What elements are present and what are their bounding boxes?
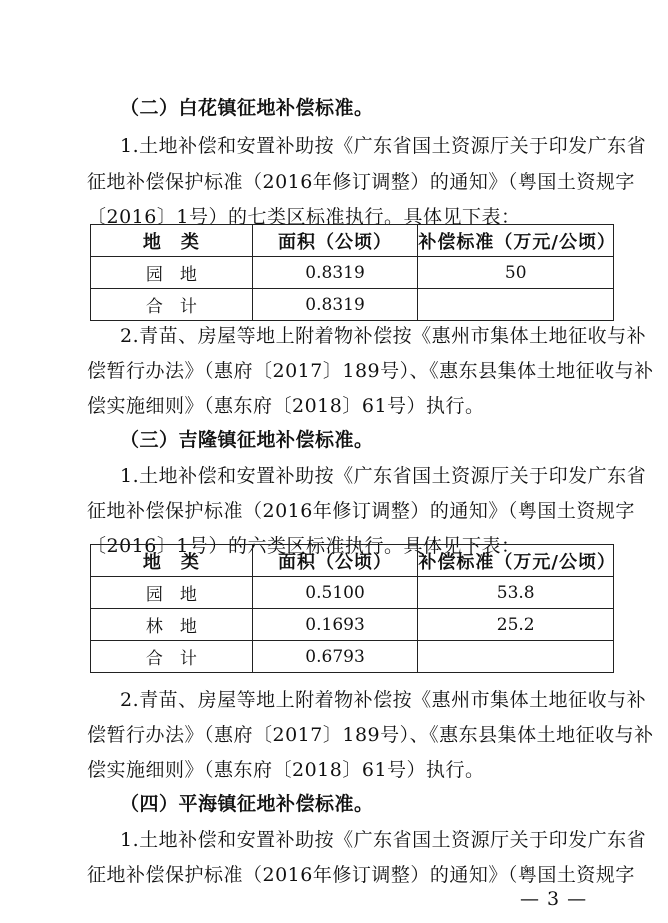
table-header-row: [91, 225, 614, 257]
cell-land-type: 园 地: [91, 257, 253, 289]
section-heading-baihua: （二）白花镇征地补偿标准。: [120, 97, 374, 119]
cell-land-type: 合 计: [91, 641, 253, 673]
cell-area: 0.1693: [252, 609, 418, 641]
table-row-total: [91, 641, 614, 673]
table-header-row: [91, 545, 614, 577]
compensation-table-jilong: [90, 544, 614, 673]
paragraph-line: 偿实施细则》（惠东府〔2018〕61号）执行。: [87, 759, 485, 781]
cell-standard: [418, 641, 614, 673]
table-row: [91, 257, 614, 289]
paragraph-line: 2.青苗、房屋等地上附着物补偿按《惠州市集体土地征收与补: [120, 325, 647, 347]
paragraph-line: 〔2016〕1号）的七类区标准执行。具体见下表：: [87, 206, 521, 228]
paragraph-line: 征地补偿保护标准（2016年修订调整）的通知》（粤国土资规字: [87, 864, 635, 886]
header-standard: 补偿标准（万元/公顷）: [418, 545, 614, 577]
paragraph-line: 偿实施细则》（惠东府〔2018〕61号）执行。: [87, 395, 485, 417]
cell-land-type: 园 地: [91, 577, 253, 609]
cell-area: 0.8319: [252, 257, 418, 289]
paragraph-line: 征地补偿保护标准（2016年修订调整）的通知》（粤国土资规字: [87, 171, 635, 193]
header-land-type: 地 类: [91, 545, 253, 577]
paragraph-line: 〔2016〕1号）的六类区标准执行。具体见下表：: [87, 535, 521, 557]
paragraph-line: 1.土地补偿和安置补助按《广东省国土资源厅关于印发广东省: [120, 829, 647, 851]
section-heading-pinghai: （四）平海镇征地补偿标准。: [120, 793, 374, 815]
header-area: 面积（公顷）: [252, 545, 418, 577]
cell-standard: 50: [418, 257, 614, 289]
paragraph-line: 1.土地补偿和安置补助按《广东省国土资源厅关于印发广东省: [120, 135, 647, 157]
table-row: [91, 609, 614, 641]
cell-standard: 53.8: [418, 577, 614, 609]
section-heading-jilong: （三）吉隆镇征地补偿标准。: [120, 429, 374, 451]
compensation-table-baihua: [90, 224, 614, 321]
paragraph-line: 偿暂行办法》（惠府〔2017〕189号）、《惠东县集体土地征收与补: [87, 360, 654, 382]
table-row: [91, 577, 614, 609]
paragraph-line: 征地补偿保护标准（2016年修订调整）的通知》（粤国土资规字: [87, 500, 635, 522]
table-row-total: [91, 289, 614, 321]
page-number: — 3 —: [520, 888, 588, 910]
cell-standard: 25.2: [418, 609, 614, 641]
paragraph-line: 2.青苗、房屋等地上附着物补偿按《惠州市集体土地征收与补: [120, 689, 647, 711]
header-area: 面积（公顷）: [252, 225, 418, 257]
header-land-type: 地 类: [91, 225, 253, 257]
header-standard: 补偿标准（万元/公顷）: [418, 225, 614, 257]
cell-land-type: 林 地: [91, 609, 253, 641]
paragraph-line: 1.土地补偿和安置补助按《广东省国土资源厅关于印发广东省: [120, 465, 647, 487]
paragraph-line: 偿暂行办法》（惠府〔2017〕189号）、《惠东县集体土地征收与补: [87, 724, 654, 746]
cell-land-type: 合 计: [91, 289, 253, 321]
cell-area: 0.8319: [252, 289, 418, 321]
cell-area: 0.6793: [252, 641, 418, 673]
cell-area: 0.5100: [252, 577, 418, 609]
cell-standard: [418, 289, 614, 321]
